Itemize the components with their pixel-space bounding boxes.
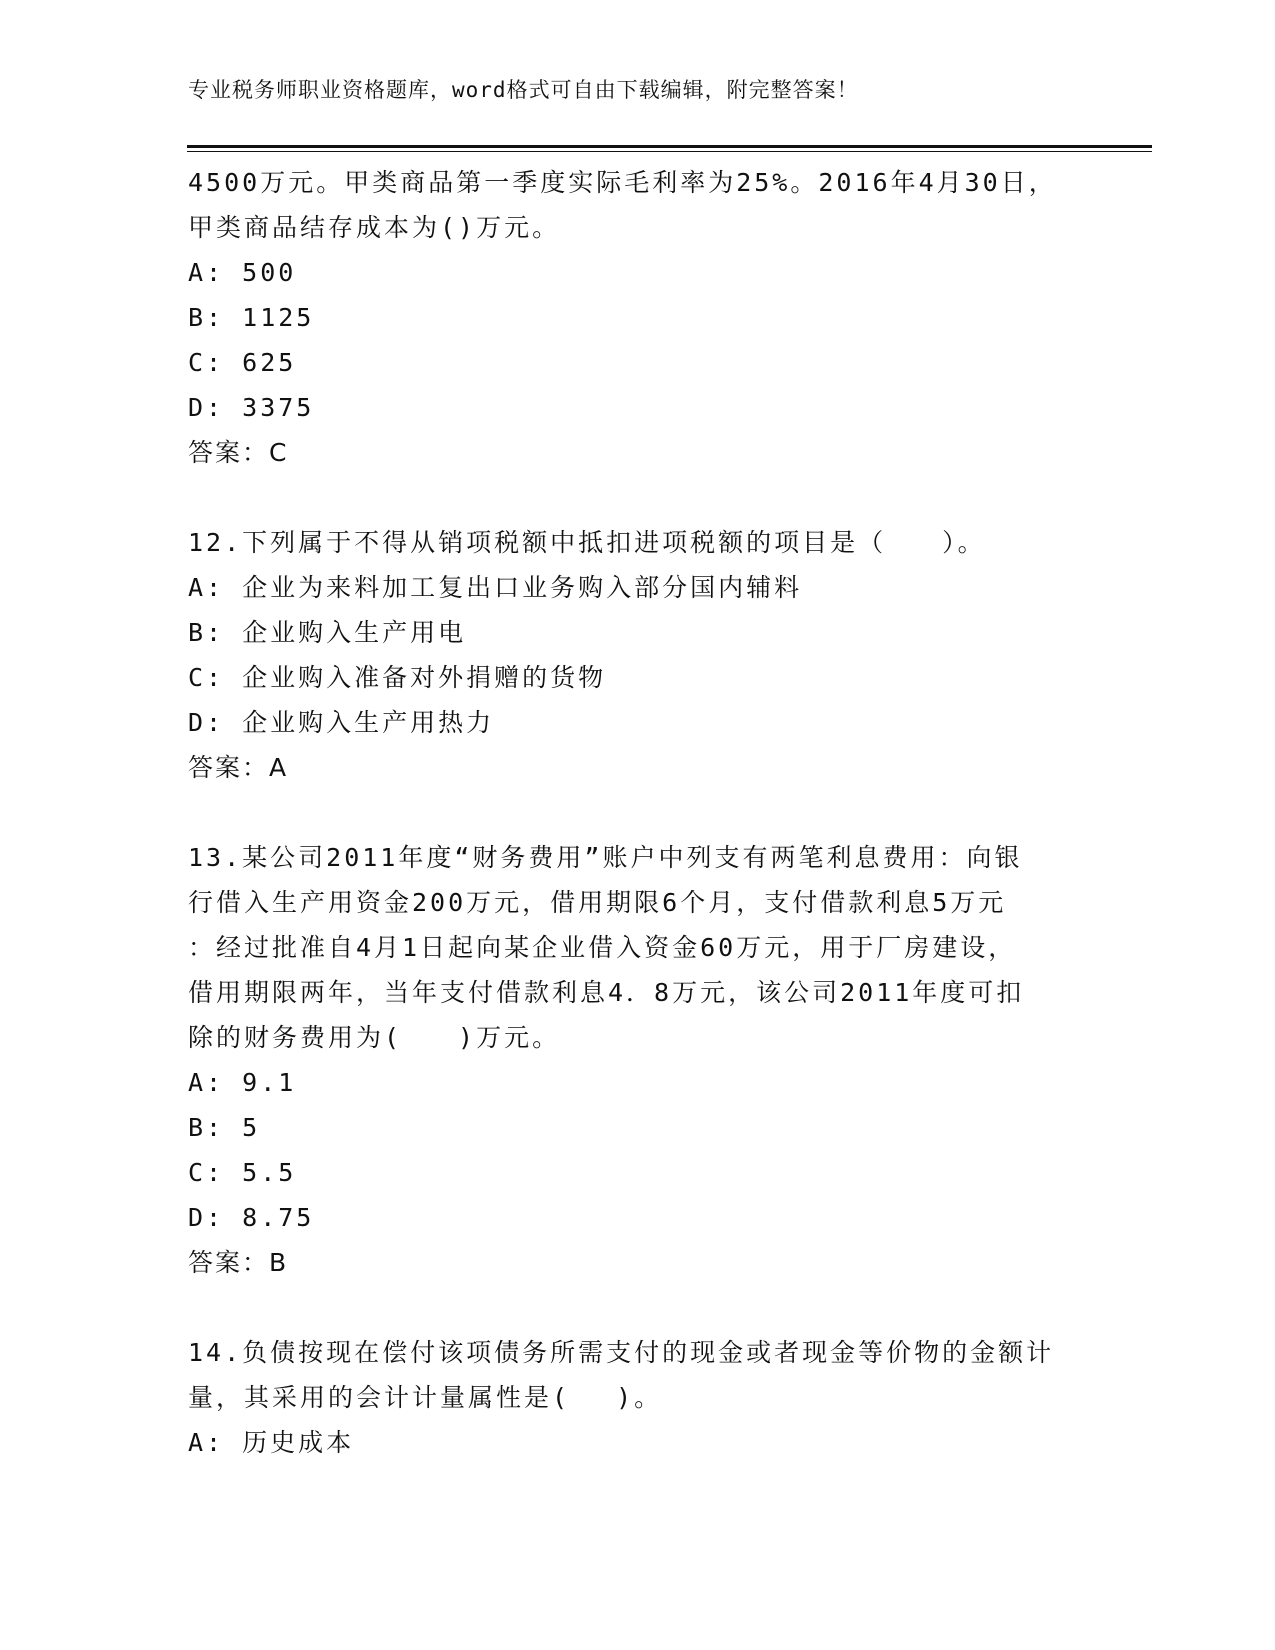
option-a: A: 500 <box>188 258 297 287</box>
spacer <box>188 475 1088 520</box>
question-stem-line: 借用期限两年，当年支付借款利息4．8万元，该公司2011年度可扣 <box>188 978 1025 1007</box>
question-14 <box>188 1330 1088 1465</box>
question-stem-line: 行借入生产用资金200万元，借用期限6个月，支付借款利息5万元 <box>188 888 1007 917</box>
page-header: 专业税务师职业资格题库，word格式可自由下载编辑，附完整答案！ <box>188 78 859 102</box>
question-stem-line: 甲类商品结存成本为()万元。 <box>188 213 561 242</box>
option-a: A: 历史成本 <box>188 1428 355 1457</box>
option-a: A: 9.1 <box>188 1068 297 1097</box>
question-content <box>188 160 1088 1465</box>
question-stem-line: ：经过批准自4月1日起向某企业借入资金60万元，用于厂房建设， <box>188 933 1017 962</box>
option-c: C: 625 <box>188 348 297 377</box>
option-d: D: 3375 <box>188 393 315 422</box>
option-a: A: 企业为来料加工复出口业务购入部分国内辅料 <box>188 573 803 602</box>
question-13 <box>188 835 1088 1285</box>
spacer <box>188 1285 1088 1330</box>
question-11 <box>188 160 1088 475</box>
question-12 <box>188 520 1088 790</box>
question-stem-line: 12.下列属于不得从销项税额中抵扣进项税额的项目是（ ）。 <box>188 528 986 557</box>
option-b: B: 5 <box>188 1113 261 1142</box>
answer-line: 答案：C <box>188 438 289 467</box>
question-stem-line: 14.负债按现在偿付该项债务所需支付的现金或者现金等价物的金额计 <box>188 1338 1055 1367</box>
option-c: C: 企业购入准备对外捐赠的货物 <box>188 663 607 692</box>
option-c: C: 5.5 <box>188 1158 297 1187</box>
question-stem-line: 13.某公司2011年度“财务费用”账户中列支有两笔利息费用：向银 <box>188 843 1023 872</box>
option-d: D: 企业购入生产用热力 <box>188 708 495 737</box>
question-stem-line: 除的财务费用为( )万元。 <box>188 1023 561 1052</box>
answer-line: 答案：B <box>188 1248 289 1277</box>
header-divider-thin <box>187 151 1152 152</box>
question-stem-line: 4500万元。甲类商品第一季度实际毛利率为25%。2016年4月30日， <box>188 168 1057 197</box>
answer-line: 答案：A <box>188 753 289 782</box>
option-d: D: 8.75 <box>188 1203 315 1232</box>
question-stem-line: 量，其采用的会计计量属性是( )。 <box>188 1383 663 1412</box>
option-b: B: 企业购入生产用电 <box>188 618 467 647</box>
header-divider-thick <box>187 145 1152 148</box>
option-b: B: 1125 <box>188 303 315 332</box>
spacer <box>188 790 1088 835</box>
